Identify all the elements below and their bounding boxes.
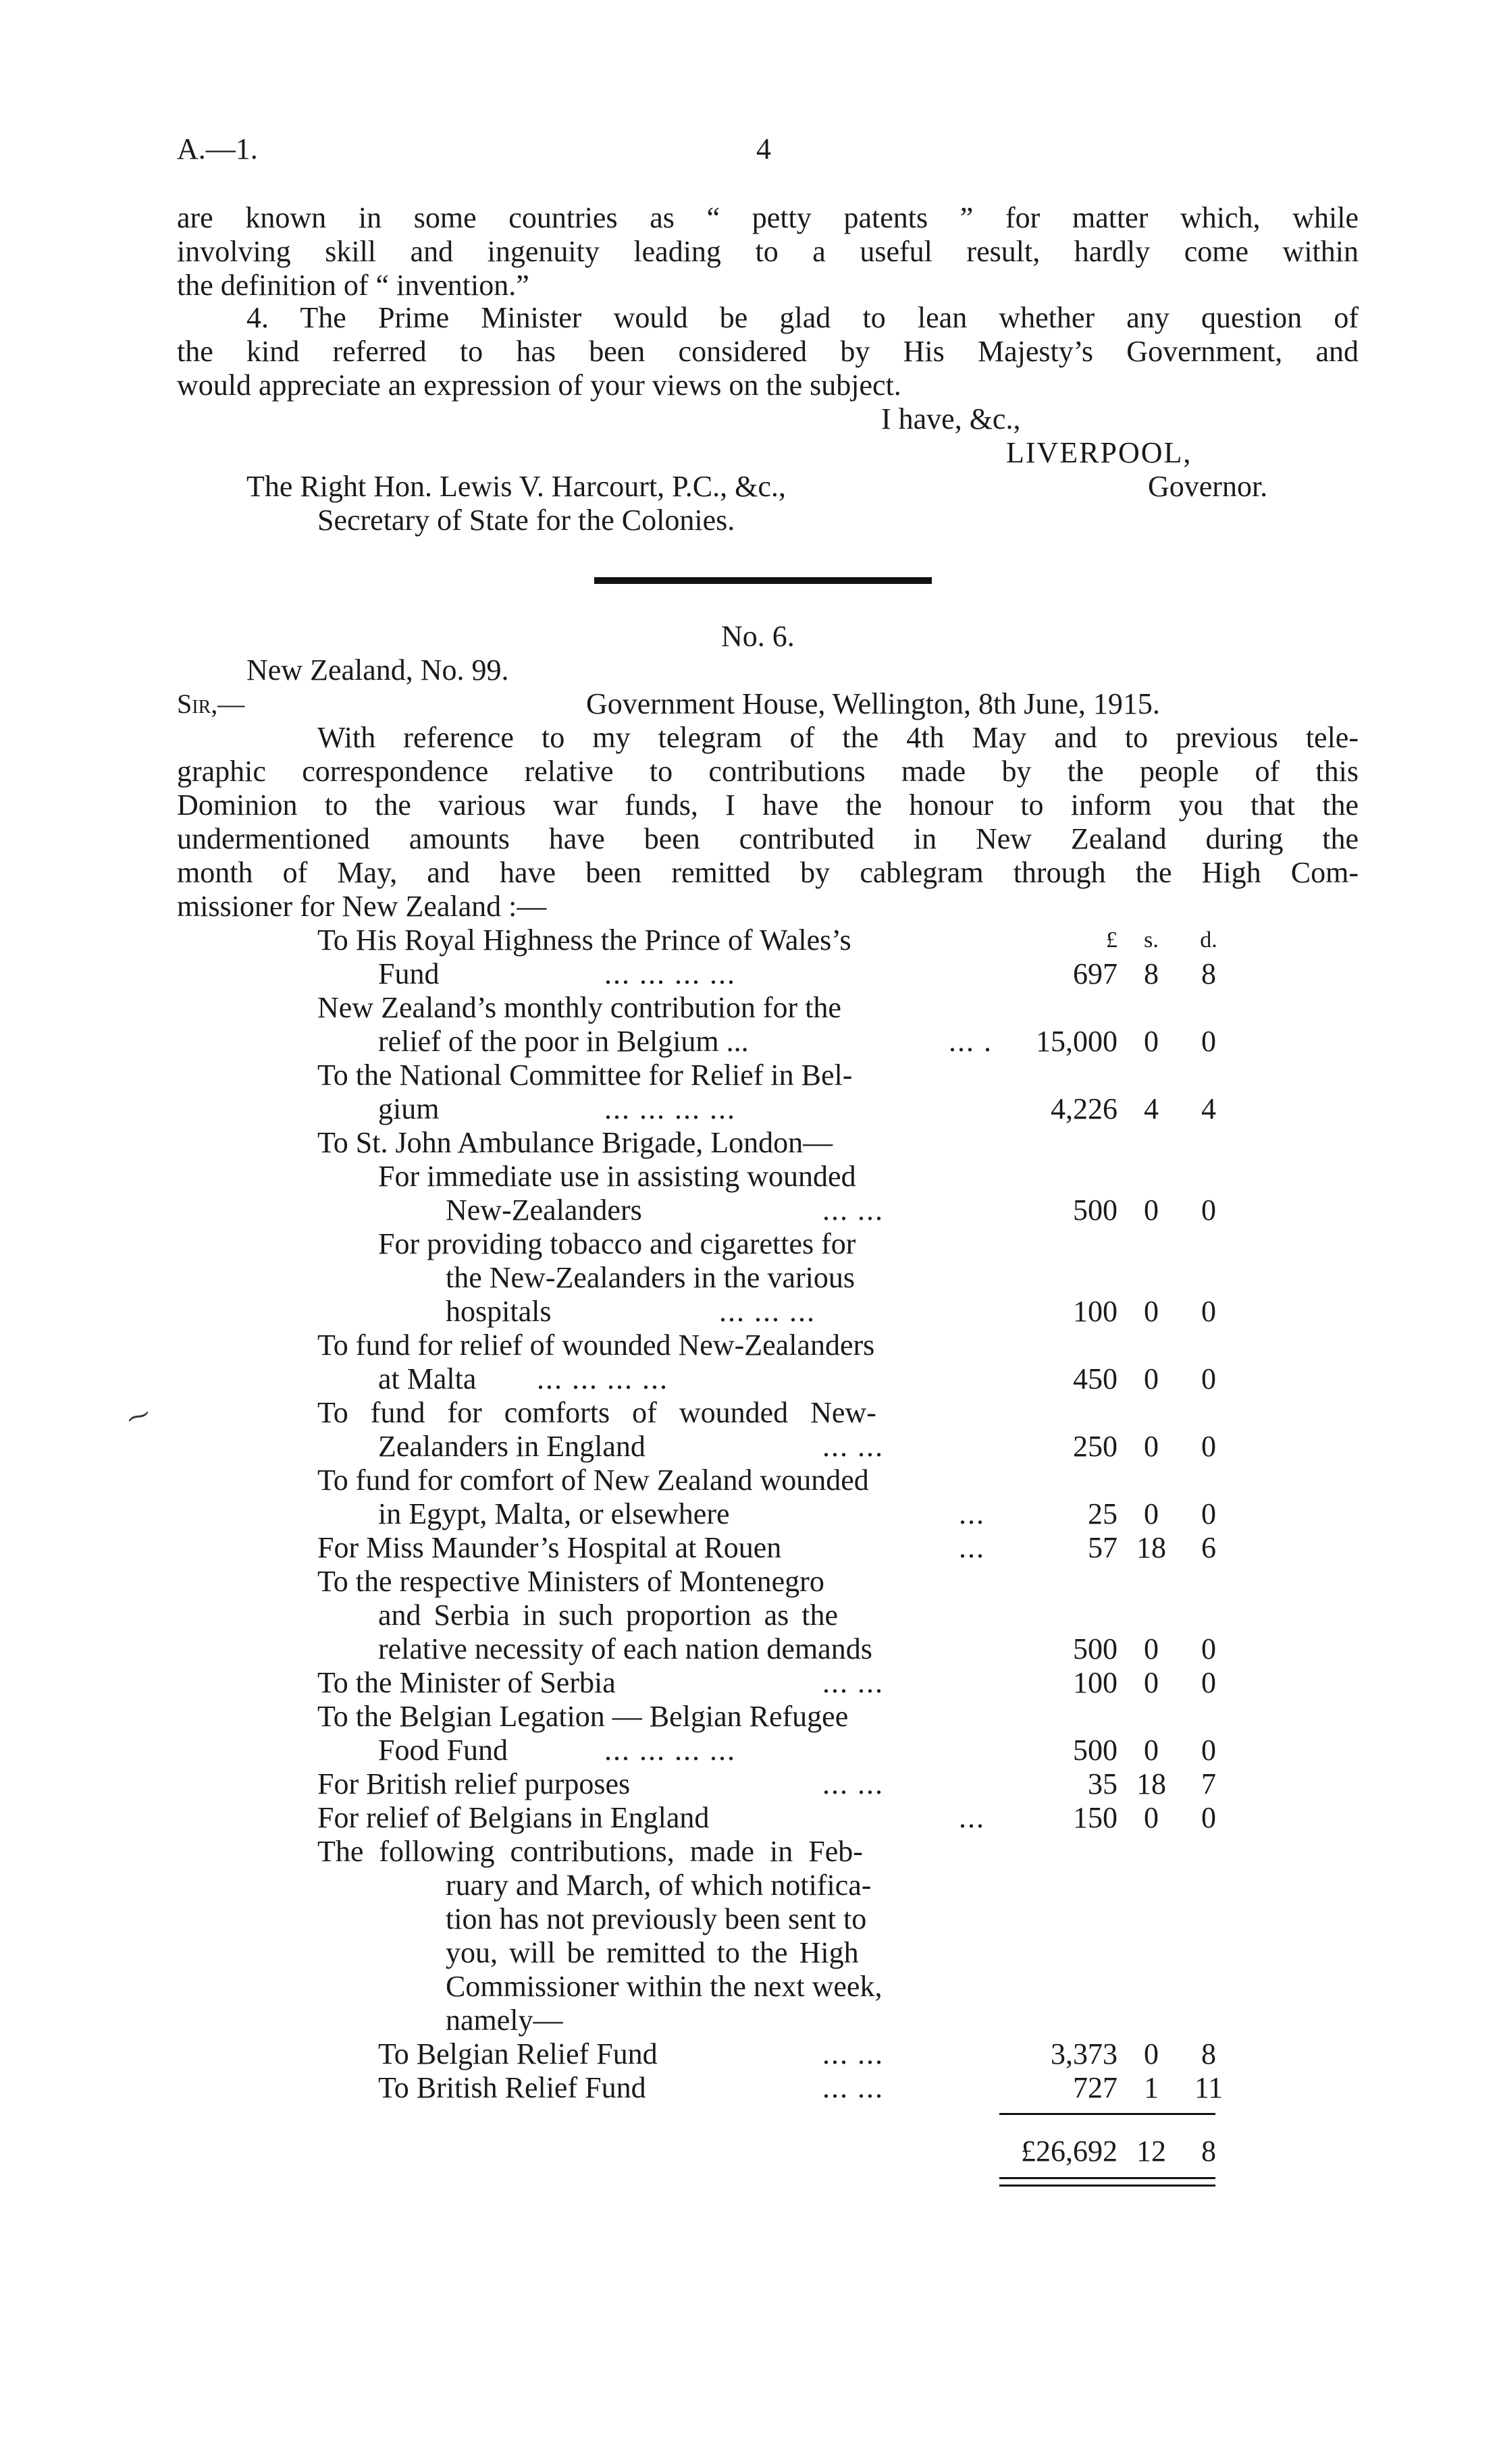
leader-dots: ... ... — [822, 2037, 884, 2070]
table-row — [0, 991, 1499, 1025]
amount-shillings: 4 — [1144, 1092, 1159, 1125]
table-row-text: and Serbia in such proportion as the — [378, 1599, 838, 1632]
table-row — [0, 1632, 1499, 1666]
pence-header: d. — [1200, 928, 1217, 953]
table-row — [0, 1295, 1499, 1329]
amount-pounds: 15,000 — [1036, 1025, 1117, 1058]
leader-dots: ... ... ... ... — [537, 1362, 668, 1395]
table-header — [0, 923, 1499, 957]
leader-dots: ... ... ... — [719, 1295, 816, 1328]
table-row-text: the New-Zealanders in the various — [446, 1261, 855, 1294]
total-double-rule-bottom — [999, 2185, 1215, 2187]
amount-pounds: 25 — [1088, 1497, 1117, 1530]
table-row — [0, 1936, 1499, 1970]
total-pence: 8 — [1201, 2135, 1216, 2168]
amount-pounds: 3,373 — [1051, 2037, 1117, 2070]
table-row-text: To the Belgian Legation — Belgian Refugee — [317, 1700, 849, 1733]
amount-pence: 7 — [1201, 1767, 1216, 1800]
leader-dots: ... ... — [822, 2071, 884, 2104]
amount-shillings: 0 — [1144, 1497, 1159, 1530]
table-row-text: New-Zealanders — [446, 1194, 642, 1227]
leader-dots: ... ... ... ... — [604, 1092, 736, 1125]
table-row — [0, 1227, 1499, 1261]
table-row — [0, 2071, 1499, 2105]
addressee-line1: The Right Hon. Lewis V. Harcourt, P.C., &c., — [246, 470, 786, 503]
table-row-text: hospitals — [446, 1295, 552, 1328]
table-row-text: To His Royal Highness the Prince of Wales’s — [317, 923, 851, 957]
table-row — [0, 1194, 1499, 1227]
table-row — [0, 1362, 1499, 1396]
table-row-text: relative necessity of each nation demands — [378, 1632, 872, 1665]
continuation-line: involving skill and ingenuity leading to a useful result, hardly come within — [177, 235, 1359, 268]
amount-pounds: 35 — [1088, 1767, 1117, 1800]
amount-pence: 0 — [1201, 1194, 1216, 1227]
closing-sender: LIVERPOOL, — [1006, 436, 1192, 469]
table-row-text: Fund — [378, 957, 440, 990]
amount-shillings: 0 — [1144, 2037, 1159, 2070]
table-row — [0, 1261, 1499, 1295]
table-row — [0, 1869, 1499, 1902]
table-row-text: For Miss Maunder’s Hospital at Rouen — [317, 1531, 782, 1564]
leader-dots: ... ... — [822, 1767, 884, 1800]
dispatch-number: New Zealand, No. 99. — [246, 653, 509, 687]
table-row — [0, 1025, 1499, 1059]
table-row-text: To the National Committee for Relief in Bel- — [317, 1059, 853, 1092]
amount-pounds: 450 — [1073, 1362, 1117, 1395]
table-row — [0, 1160, 1499, 1194]
table-row-text: namely— — [446, 2004, 563, 2037]
table-row-text: To fund for relief of wounded New-Zealanders — [317, 1329, 875, 1362]
table-row — [0, 2037, 1499, 2071]
closing-greeting: I have, &c., — [881, 402, 1021, 435]
leader-dots: ... ... ... ... — [604, 957, 736, 990]
amount-pounds: 100 — [1073, 1295, 1117, 1328]
table-row — [0, 2004, 1499, 2037]
table-row-text: relief of the poor in Belgium ... — [378, 1025, 749, 1058]
addressee-line2: Secretary of State for the Colonies. — [317, 504, 735, 537]
table-row-text: For British relief purposes — [317, 1767, 631, 1800]
total-rule — [999, 2113, 1215, 2115]
table-row — [0, 1126, 1499, 1160]
amount-pence: 0 — [1201, 1430, 1216, 1463]
table-row-text: Zealanders in England — [378, 1430, 646, 1463]
table-row-text: To British Relief Fund — [378, 2071, 646, 2104]
page-number: 4 — [756, 132, 771, 165]
amount-shillings: 0 — [1144, 1632, 1159, 1665]
table-row-text: The following contributions, made in Feb- — [317, 1835, 863, 1868]
para4-line: would appreciate an expression of your views on the subject. — [177, 369, 901, 402]
amount-pounds: 4,226 — [1051, 1092, 1117, 1125]
table-row-text: To fund for comfort of New Zealand wounded — [317, 1464, 869, 1497]
letter-body-line: missioner for New Zealand :— — [177, 890, 547, 923]
letter-body-line: month of May, and have been remitted by cablegram through the High Com- — [177, 856, 1359, 889]
table-row-text: in Egypt, Malta, or elsewhere — [378, 1497, 730, 1530]
shillings-header: s. — [1144, 928, 1159, 953]
table-row — [0, 1700, 1499, 1734]
table-row — [0, 1767, 1499, 1801]
table-row-text: For immediate use in assisting wounded — [378, 1160, 856, 1193]
amount-shillings: 1 — [1144, 2071, 1159, 2104]
para4-line: the kind referred to has been considered by His Majesty’s Government, and — [177, 335, 1359, 368]
table-row-text: at Malta — [378, 1362, 477, 1395]
amount-pence: 0 — [1201, 1666, 1216, 1699]
letter-body-line: undermentioned amounts have been contributed in New Zealand during the — [177, 822, 1359, 855]
table-row-text: To the Minister of Serbia — [317, 1666, 616, 1699]
amount-shillings: 0 — [1144, 1295, 1159, 1328]
letter-number: No. 6. — [721, 620, 795, 653]
leader-dots: ... . — [949, 1025, 993, 1058]
table-row — [0, 1531, 1499, 1565]
table-row — [0, 957, 1499, 991]
table-row-text: For providing tobacco and cigarettes for — [378, 1227, 856, 1260]
table-row — [0, 1396, 1499, 1430]
amount-shillings: 0 — [1144, 1734, 1159, 1767]
amount-pounds: 150 — [1073, 1801, 1117, 1834]
amount-shillings: 0 — [1144, 1430, 1159, 1463]
amount-pence: 4 — [1201, 1092, 1216, 1125]
table-row — [0, 1430, 1499, 1464]
table-row-text: New Zealand’s monthly contribution for the — [317, 991, 841, 1024]
table-row — [0, 1666, 1499, 1700]
amount-shillings: 8 — [1144, 957, 1159, 990]
table-row — [0, 1970, 1499, 2004]
leader-dots: ... ... ... ... — [604, 1734, 736, 1767]
amount-shillings: 18 — [1136, 1531, 1166, 1564]
amount-pence: 0 — [1201, 1801, 1216, 1834]
amount-pounds: 250 — [1073, 1430, 1117, 1463]
table-row — [0, 1734, 1499, 1767]
amount-pounds: 500 — [1073, 1194, 1117, 1227]
amount-pounds: 697 — [1073, 957, 1117, 990]
table-row-text: For relief of Belgians in England — [317, 1801, 710, 1834]
table-row-text: you, will be remitted to the High — [446, 1936, 859, 1969]
amount-shillings: 0 — [1144, 1194, 1159, 1227]
place-date: Government House, Wellington, 8th June, 1915. — [586, 687, 1160, 720]
amount-pence: 8 — [1201, 957, 1216, 990]
amount-pounds: 500 — [1073, 1632, 1117, 1665]
table-total-row — [0, 2135, 1499, 2168]
amount-pence: 11 — [1194, 2071, 1224, 2104]
table-row-text: Commissioner within the next week, — [446, 1970, 883, 2003]
table-row — [0, 1599, 1499, 1632]
table-row — [0, 1059, 1499, 1092]
amount-pence: 0 — [1201, 1632, 1216, 1665]
continuation-line: are known in some countries as “ petty patents ” for matter which, while — [177, 201, 1359, 234]
para4-line: 4. The Prime Minister would be glad to lean whether any question of — [246, 301, 1359, 334]
table-row-text: tion has not previously been sent to — [446, 1902, 867, 1935]
amount-shillings: 18 — [1136, 1767, 1166, 1800]
continuation-line: the definition of “ invention.” — [177, 269, 529, 302]
letter-body-line: graphic correspondence relative to contributions made by the people of this — [177, 755, 1359, 788]
table-row-text: ruary and March, of which notifica- — [446, 1869, 872, 1902]
table-row-text: Food Fund — [378, 1734, 508, 1767]
letter-body-line: With reference to my telegram of the 4th May and to previous tele- — [317, 721, 1359, 754]
amount-pence: 0 — [1201, 1025, 1216, 1058]
leader-dots: ... — [959, 1531, 985, 1564]
leader-dots: ... — [959, 1801, 985, 1834]
amount-pence: 0 — [1201, 1295, 1216, 1328]
amount-pence: 0 — [1201, 1362, 1216, 1395]
table-row-text: To St. John Ambulance Brigade, London— — [317, 1126, 833, 1159]
total-pounds: £26,692 — [1021, 2135, 1117, 2168]
amount-pence: 0 — [1201, 1497, 1216, 1530]
table-row — [0, 1464, 1499, 1497]
amount-shillings: 0 — [1144, 1666, 1159, 1699]
amount-shillings: 0 — [1144, 1801, 1159, 1834]
leader-dots: ... ... — [822, 1430, 884, 1463]
amount-pence: 8 — [1201, 2037, 1216, 2070]
page-ref: A.—1. — [177, 132, 258, 165]
table-row — [0, 1902, 1499, 1936]
amount-pounds: 500 — [1073, 1734, 1117, 1767]
total-shillings: 12 — [1136, 2135, 1166, 2168]
letter-body-line: Dominion to the various war funds, I have the honour to inform you that the — [177, 788, 1359, 822]
amount-shillings: 0 — [1144, 1362, 1159, 1395]
margin-mark: ⁓ — [123, 1401, 154, 1432]
pounds-header: £ — [1106, 928, 1117, 953]
amount-pounds: 100 — [1073, 1666, 1117, 1699]
table-row — [0, 1565, 1499, 1599]
closing-title: Governor. — [1148, 470, 1268, 503]
amount-pence: 6 — [1201, 1531, 1216, 1564]
table-row-text: To fund for comforts of wounded New- — [317, 1396, 876, 1429]
total-double-rule-top — [999, 2177, 1215, 2179]
leader-dots: ... ... — [822, 1666, 884, 1699]
table-row — [0, 1329, 1499, 1362]
table-row — [0, 1497, 1499, 1531]
amount-pounds: 57 — [1088, 1531, 1117, 1564]
amount-shillings: 0 — [1144, 1025, 1159, 1058]
table-row — [0, 1092, 1499, 1126]
section-rule — [594, 577, 932, 584]
table-row-text: To the respective Ministers of Montenegro — [317, 1565, 824, 1598]
salutation: Sir,— — [177, 689, 245, 719]
table-row-text: gium — [378, 1092, 440, 1125]
amount-pounds: 727 — [1073, 2071, 1117, 2104]
table-row — [0, 1835, 1499, 1869]
table-row — [0, 1801, 1499, 1835]
leader-dots: ... ... — [822, 1194, 884, 1227]
amount-pence: 0 — [1201, 1734, 1216, 1767]
table-row-text: To Belgian Relief Fund — [378, 2037, 658, 2070]
leader-dots: ... — [959, 1497, 985, 1530]
